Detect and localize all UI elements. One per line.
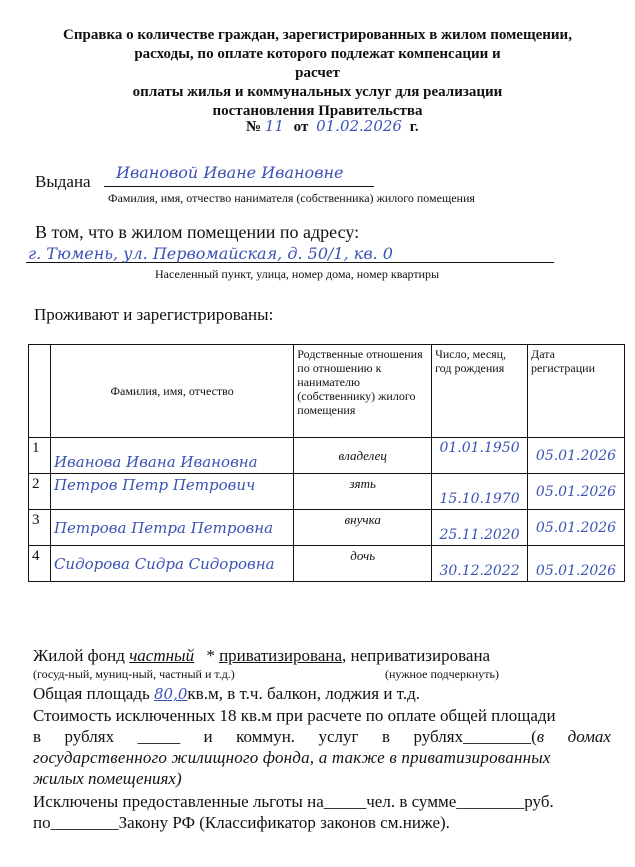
row-number: 4 <box>29 546 51 582</box>
row-number: 2 <box>29 474 51 510</box>
resident-name: Петрова Петра Петровна <box>50 510 293 546</box>
residents-heading: Проживают и зарегистрированы: <box>34 305 274 324</box>
certificate-title <box>10 26 625 121</box>
date-label: от <box>293 119 309 135</box>
housing-caption-left: (госуд-ный, муниц-ный, частный и т.д.) <box>33 667 235 681</box>
certificate-number-line <box>246 117 419 136</box>
resident-birthdate: 15.10.1970 <box>432 474 528 510</box>
number-label: № <box>246 119 262 135</box>
certificate-number: 11 <box>264 117 284 135</box>
resident-name: Петров Петр Петрович <box>50 474 293 510</box>
area-suffix: кв.м, в т.ч. балкон, лоджия и т.д. <box>187 684 420 703</box>
row-number: 1 <box>29 438 51 474</box>
header-birth: Число, месяц, год рождения <box>432 345 528 438</box>
title-line-4: оплаты жилья и коммунальных услуг для реализации <box>132 84 503 100</box>
resident-registration-date: 05.01.2026 <box>528 474 625 510</box>
area-value: 80,0 <box>154 685 188 703</box>
header-number <box>29 345 51 438</box>
resident-relation: владелец <box>294 438 432 474</box>
residents-table <box>28 344 625 582</box>
resident-relation: внучка <box>294 510 432 546</box>
header-name: Фамилия, имя, отчество <box>50 345 293 438</box>
header-relation: Родственные отношения по отношению к нанимателю (собственнику) жилого помещения <box>294 345 432 438</box>
housing-star: * <box>206 646 215 665</box>
table-row <box>29 510 625 546</box>
address-label: В том, что в жилом помещении по адресу: <box>35 222 360 242</box>
resident-birthdate: 30.12.2022 <box>432 546 528 582</box>
cost-line-4: жилых помещениях) <box>33 769 182 788</box>
housing-caption-right: (нужное подчеркнуть) <box>385 667 499 681</box>
row-number: 3 <box>29 510 51 546</box>
resident-registration-date: 05.01.2026 <box>528 438 625 474</box>
housing-line <box>33 646 490 665</box>
table-header-row <box>29 345 625 438</box>
title-line-2: расходы, по оплате которого подлежат компенсации и <box>134 46 501 62</box>
area-prefix: Общая площадь <box>33 684 150 703</box>
table-row <box>29 438 625 474</box>
resident-name: Иванова Ивана Ивановна <box>50 438 293 474</box>
resident-name: Сидорова Сидра Сидоровна <box>50 546 293 582</box>
issued-label: Выдана <box>35 172 91 191</box>
issued-underline <box>104 186 374 187</box>
cost-line-2: в рублях _____ и коммун. услуг в рублях________(в домах <box>33 727 611 746</box>
housing-non-privatized: неприватизирована <box>350 646 491 665</box>
header-registration: Дата регистрации <box>528 345 625 438</box>
housing-label: Жилой фонд <box>33 646 125 665</box>
resident-relation: зять <box>294 474 432 510</box>
benefits-line-2: по________Закону РФ (Классификатор законов см.ниже). <box>33 813 450 832</box>
address-caption: Населенный пункт, улица, номер дома, номер квартиры <box>155 267 440 281</box>
title-line-5: постановления Правительства <box>212 103 423 119</box>
housing-type: частный <box>129 646 195 665</box>
issued-caption: Фамилия, имя, отчество нанимателя (собственника) жилого помещения <box>108 191 475 205</box>
resident-relation: дочь <box>294 546 432 582</box>
resident-birthdate: 25.11.2020 <box>432 510 528 546</box>
cost-line-1: Стоимость исключенных 18 кв.м при расчете по оплате общей площади <box>33 706 556 725</box>
certificate-date: 01.02.2026 <box>316 117 402 135</box>
address-value: г. Тюмень, ул. Первомайская, д. 50/1, кв. 0 <box>28 244 393 263</box>
title-line-3: расчет <box>295 65 340 81</box>
year-suffix: г. <box>409 119 419 135</box>
housing-privatized: приватизирована <box>219 646 343 665</box>
resident-registration-date: 05.01.2026 <box>528 546 625 582</box>
table-row <box>29 474 625 510</box>
cost-line-3: государственного жилищного фонда, а также в приватизированных <box>33 748 551 767</box>
title-line-1: Справка о количестве граждан, зарегистрированных в жилом помещении, <box>63 27 572 43</box>
resident-birthdate: 01.01.1950 <box>432 438 528 474</box>
table-row <box>29 546 625 582</box>
housing-separator: , <box>342 646 347 665</box>
resident-registration-date: 05.01.2026 <box>528 510 625 546</box>
issued-name: Ивановой Иване Ивановне <box>116 163 344 182</box>
benefits-line-1: Исключены предоставленные льготы на_____чел. в сумме________руб. <box>33 792 554 811</box>
area-line <box>33 684 420 704</box>
